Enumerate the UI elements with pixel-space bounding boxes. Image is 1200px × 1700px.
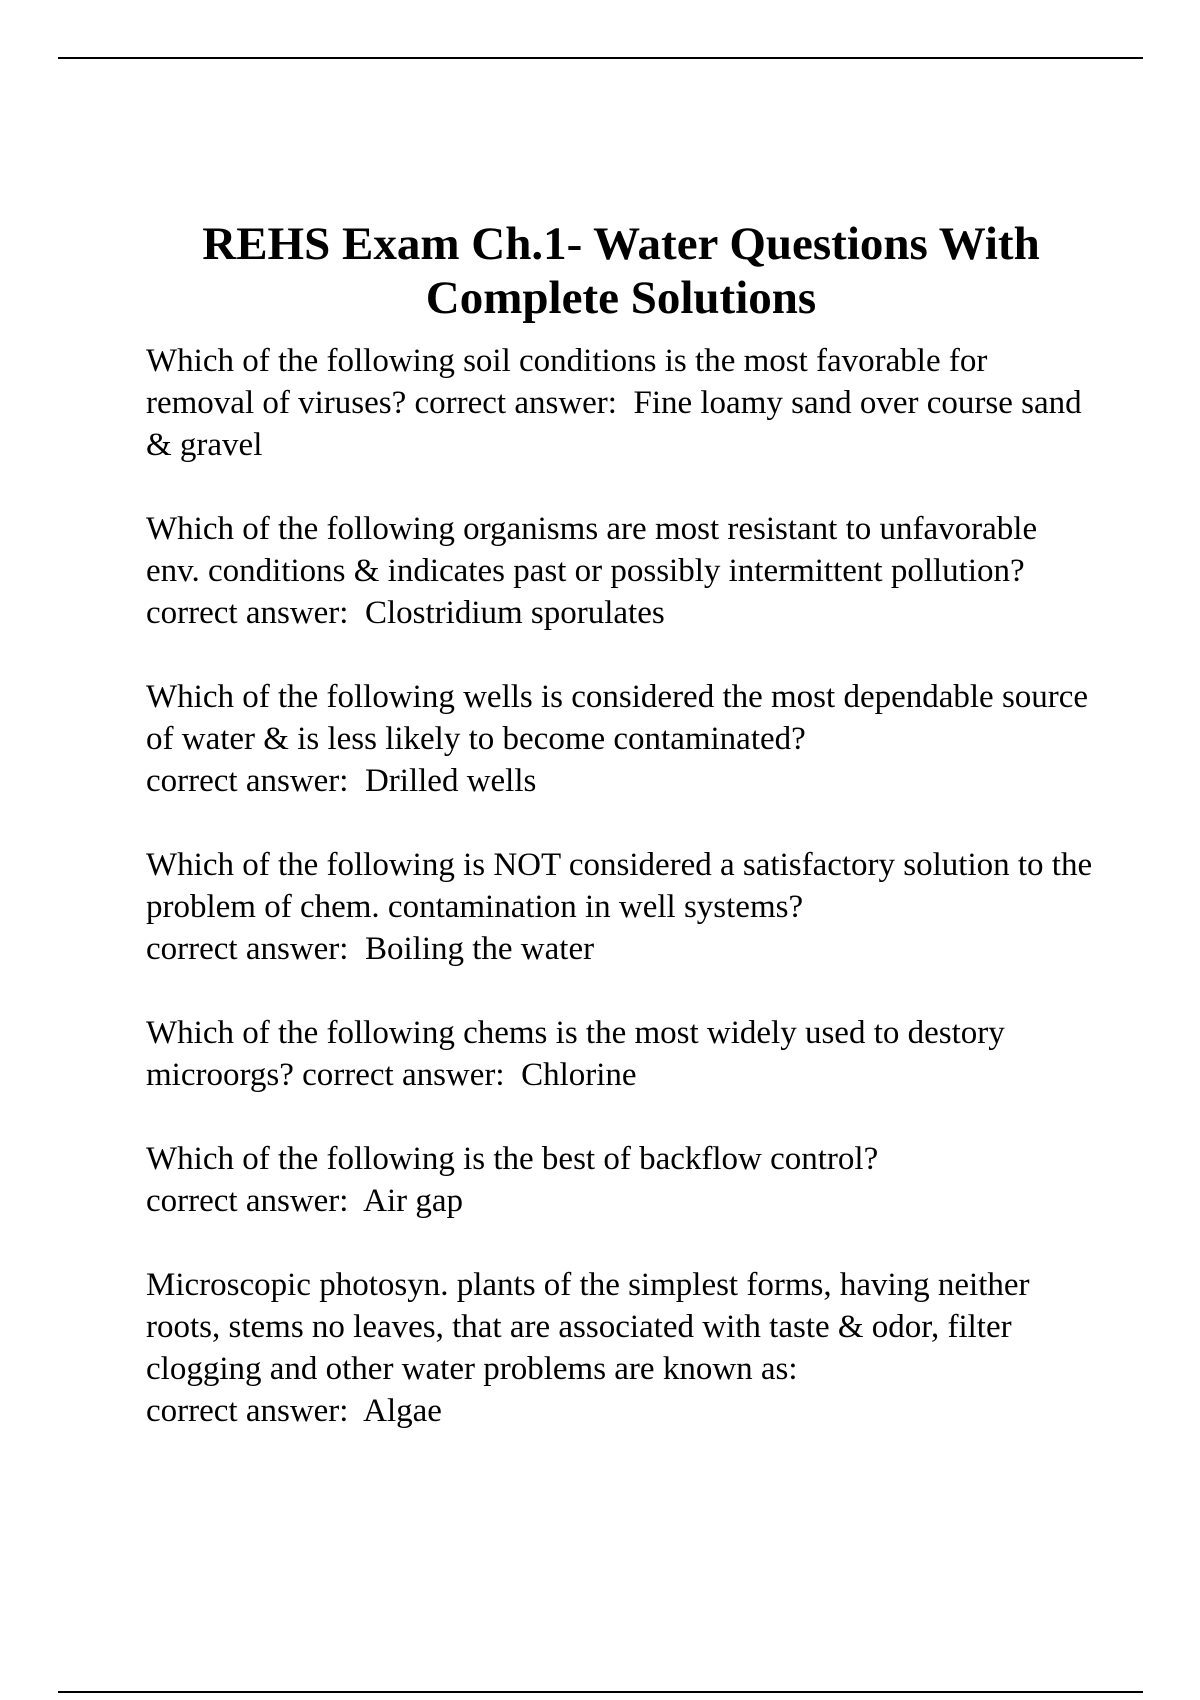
- answer-label: correct answer:: [146, 1393, 364, 1429]
- question-text: Which of the following wells is considered the most dependable source of water & is less likely to become contaminated?: [146, 679, 1089, 757]
- question-text: Which of the following is NOT considered a satisfactory solution to the problem of chem. contamination in well systems?: [146, 847, 1093, 925]
- answer-text: Algae: [363, 1393, 442, 1429]
- answer-text: Chlorine: [521, 1057, 637, 1093]
- qa-item: [146, 1264, 1096, 1432]
- qa-item: [146, 508, 1096, 634]
- answer-label: correct answer:: [302, 1057, 522, 1093]
- question-text: Which of the following soil conditions is the most favorable for removal of viruses?: [146, 343, 988, 421]
- page-title: REHS Exam Ch.1- Water Questions With Complete Solutions: [202, 218, 1040, 325]
- qa-item: [146, 1012, 1096, 1096]
- qa-item: [146, 676, 1096, 802]
- qa-list: [146, 340, 1096, 1474]
- answer-label: correct answer:: [146, 1183, 364, 1219]
- question-text: Which of the following chems is the most widely used to destory microorgs?: [146, 1015, 1005, 1093]
- answer-text: Fine loamy sand over course sand & gravel: [146, 385, 1082, 463]
- answer-text: Drilled wells: [364, 763, 537, 799]
- qa-item: [146, 1138, 1096, 1222]
- answer-text: Air gap: [363, 1183, 464, 1219]
- question-text: Microscopic photosyn. plants of the simplest forms, having neither roots, stems no leaves, that are associated with taste & odor, filter clogging and other water problems are known as:: [146, 1267, 1030, 1387]
- answer-label: correct answer:: [146, 595, 365, 631]
- answer-label: correct answer:: [146, 763, 365, 799]
- footer-rule: [58, 1691, 1143, 1693]
- question-text: Which of the following is the best of backflow control?: [146, 1141, 879, 1177]
- answer-text: Clostridium sporulates: [364, 595, 665, 631]
- answer-text: Boiling the water: [364, 931, 595, 967]
- question-text: Which of the following organisms are most resistant to unfavorable env. conditions & indicates past or possibly intermittent pollution?: [146, 511, 1038, 589]
- header-rule: [58, 57, 1143, 59]
- answer-label: correct answer:: [146, 931, 365, 967]
- qa-item: [146, 844, 1096, 970]
- qa-item: [146, 340, 1096, 466]
- answer-label: correct answer:: [414, 385, 634, 421]
